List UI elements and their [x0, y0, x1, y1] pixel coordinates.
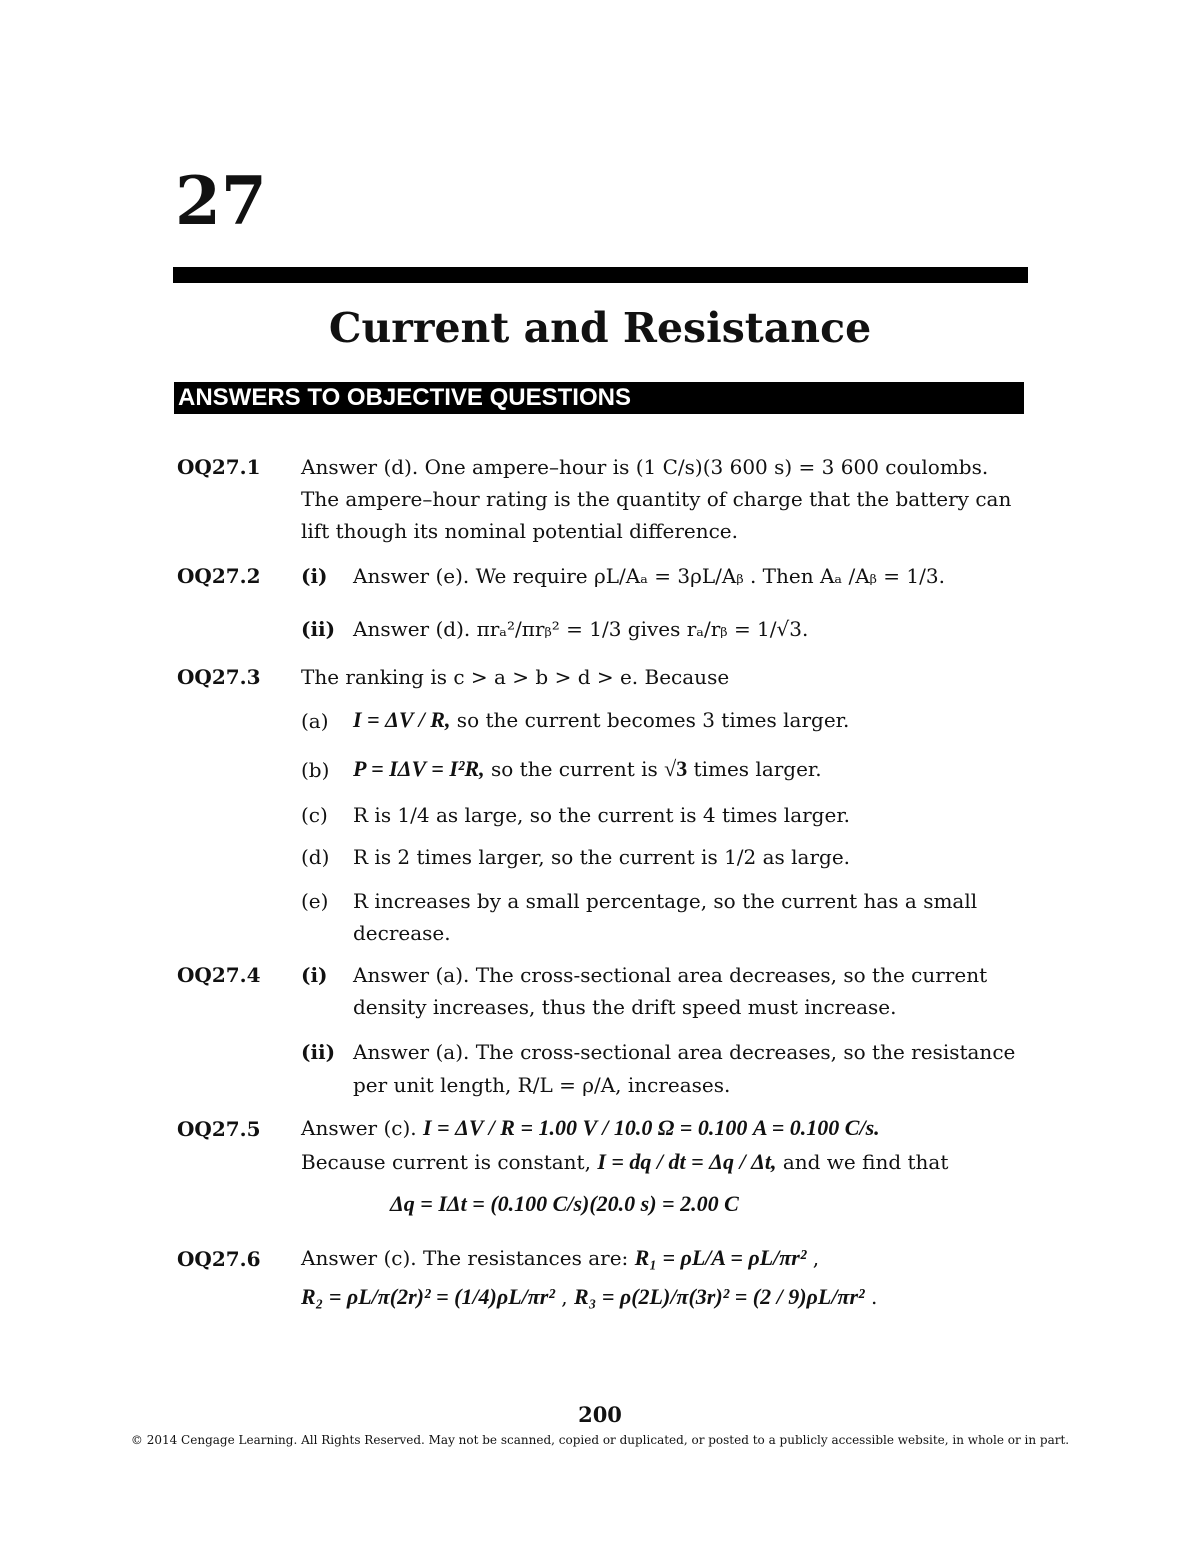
answer-line: Answer (a). The cross-sectional area decreases, so the resistance [353, 1040, 1016, 1064]
question-id: OQ27.6 [177, 1247, 261, 1271]
chapter-title: Current and Resistance [328, 304, 872, 352]
part-label: (c) [301, 803, 328, 827]
equation: I = dq / dt = Δq / Δt, [597, 1149, 777, 1174]
part-label: (ii) [301, 1040, 336, 1064]
answer-line [353, 756, 822, 782]
question-id: OQ27.2 [177, 564, 261, 588]
answer-line [301, 1284, 877, 1310]
equation: I = ΔV / R, [353, 707, 451, 732]
equation: R₃ = ρ(2L)/π(3r)² = (2 / 9)ρL/πr² [574, 1284, 865, 1309]
answer-line: Answer (e). We require ρL/Aₐ = 3ρL/Aᵦ . Then Aₐ /Aᵦ = 1/3. [353, 564, 945, 588]
answer-line [301, 1149, 948, 1175]
equation: R₁ = ρL/A = ρL/πr² [634, 1245, 807, 1270]
question-id: OQ27.5 [177, 1117, 261, 1141]
answer-line: Answer (a). The cross-sectional area decreases, so the current [353, 963, 988, 987]
part-label: (ii) [301, 617, 336, 641]
answer-line [390, 1191, 739, 1217]
chapter-rule [173, 267, 1028, 283]
equation: R₂ = ρL/π(2r)² = (1/4)ρL/πr² [301, 1284, 555, 1309]
section-heading: ANSWERS TO OBJECTIVE QUESTIONS [174, 382, 1024, 414]
question-id: OQ27.3 [177, 665, 261, 689]
part-label: (e) [301, 889, 329, 913]
answer-line [301, 1115, 880, 1141]
answer-line: R is 1/4 as large, so the current is 4 times larger. [353, 803, 851, 827]
question-id: OQ27.1 [177, 455, 261, 479]
answer-line: The ampere–hour rating is the quantity of charge that the battery can [301, 487, 1012, 511]
part-label: (a) [301, 709, 329, 733]
answer-line: per unit length, R/L = ρ/A, increases. [353, 1073, 731, 1097]
equation: I = ΔV / R = 1.00 V / 10.0 Ω = 0.100 A = 0.100 C/s. [422, 1115, 880, 1140]
part-label: (i) [301, 564, 328, 588]
answer-line: The ranking is c > a > b > d > e. Because [301, 665, 730, 689]
answer-line: R is 2 times larger, so the current is 1/2 as large. [353, 845, 851, 869]
answer-text: and we find that [776, 1150, 949, 1174]
answer-text: so the current becomes 3 times larger. [450, 708, 850, 732]
question-id: OQ27.4 [177, 963, 261, 987]
equation: Δq = IΔt = (0.100 C/s)(20.0 s) = 2.00 C [390, 1191, 739, 1216]
chapter-number: 27 [175, 162, 267, 240]
answer-text: . [864, 1285, 878, 1309]
answer-line [353, 707, 849, 733]
answer-line: R increases by a small percentage, so the current has a small [353, 889, 978, 913]
answer-line: decrease. [353, 921, 451, 945]
answer-text: , [806, 1246, 820, 1270]
answer-line: Answer (d). One ampere–hour is (1 C/s)(3 600 s) = 3 600 coulombs. [301, 455, 989, 479]
part-label: (d) [301, 845, 330, 869]
answer-line: lift though its nominal potential difference. [301, 519, 738, 543]
equation: √3 [664, 756, 688, 781]
answer-line [301, 1245, 819, 1271]
answer-text: Because current is constant, [301, 1150, 598, 1174]
copyright-notice: © 2014 Cengage Learning. All Rights Reserved. May not be scanned, copied or duplicated, or posted to a publicly accessible website, in whole or in part. [130, 1433, 1070, 1447]
answer-line: Answer (d). πrₐ²/πrᵦ² = 1/3 gives rₐ/rᵦ = 1/√3. [353, 617, 809, 641]
page-number: 200 [578, 1402, 622, 1427]
answer-text: , [554, 1285, 575, 1309]
answer-text: so the current is [484, 757, 665, 781]
equation: P = IΔV = I²R, [353, 756, 485, 781]
answer-text: Answer (c). The resistances are: [301, 1246, 635, 1270]
answer-text: Answer (c). [301, 1116, 423, 1140]
part-label: (i) [301, 963, 328, 987]
answer-text: times larger. [687, 757, 822, 781]
answer-line: density increases, thus the drift speed must increase. [353, 995, 897, 1019]
part-label: (b) [301, 758, 330, 782]
